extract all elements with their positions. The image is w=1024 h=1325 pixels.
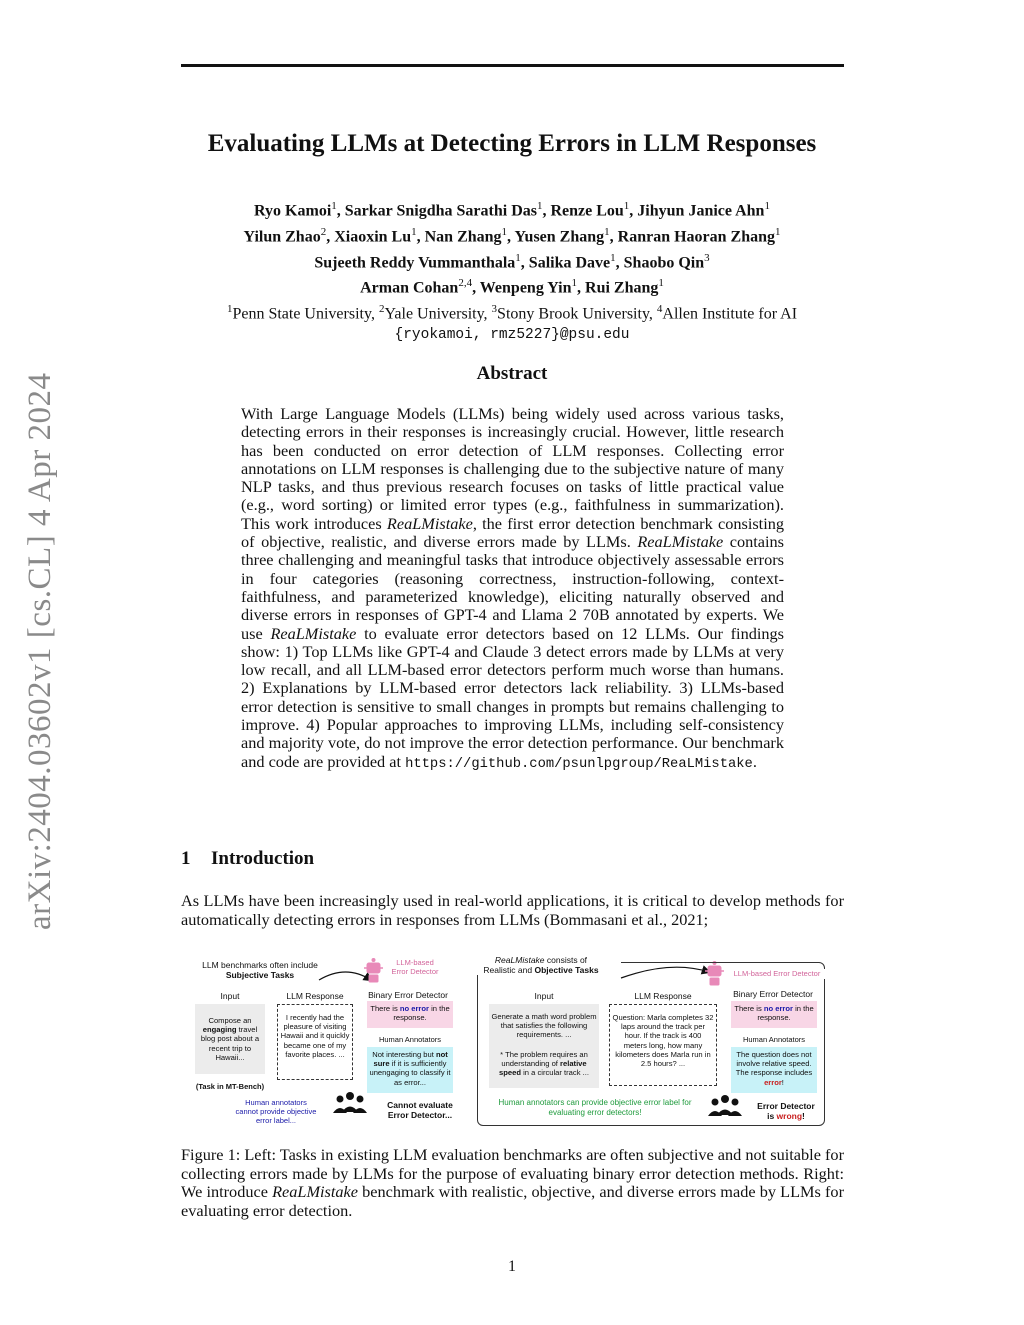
abstract-text: contains three challenging and meaningful tasks that introduce objectively assessable errors in four categories (reasoning correctness, instruction-following, context-faithfulness, and parameterized knowledge), eliciting naturally observed and diverse errors in responses of GPT-4 and Llama 2 70B annotated by experts. We use [241, 532, 785, 643]
abstract-text: . [752, 751, 757, 771]
robot-label-line: Error Detector [391, 967, 439, 976]
affiliation-sup: 4 [656, 303, 663, 316]
abstract-body [241, 405, 784, 774]
robot-label-line: LLM-based [396, 958, 434, 967]
figure-1 [181, 950, 844, 1130]
contact-email[interactable]: {ryokamoi, rmz5227}@psu.edu [394, 327, 630, 344]
figure-caption [181, 1146, 844, 1220]
affiliation: Penn State University, [232, 305, 379, 323]
section-number: 1 [181, 848, 191, 869]
left-detector-box [367, 1001, 453, 1028]
text: in a circular track ... [521, 1068, 589, 1078]
text: Objective Tasks [534, 965, 599, 975]
people-icon [333, 1092, 367, 1113]
author: Yilun Zhao [243, 228, 321, 246]
text: Generate a math word problem that satisfies the following requirements. ... [491, 1012, 597, 1040]
author-sup: 1 [610, 251, 616, 264]
benchmark-name: ReaLMistake [270, 623, 357, 643]
author-sup: 2,4 [458, 277, 473, 290]
right-human-box [731, 1047, 817, 1093]
affiliation-sup: 2 [378, 303, 385, 316]
text: * The problem requires an understanding of [500, 1049, 588, 1068]
text: The question does not involve relative speed. The response includes [735, 1050, 813, 1078]
text: relative speed [499, 1058, 587, 1078]
section-heading [181, 848, 314, 870]
abstract-text: , the first error detection benchmark consisting of objective, realistic, and diverse errors made by LLMs. [241, 513, 785, 552]
left-heading-line: LLM benchmarks often include [202, 960, 318, 970]
affiliation-sup: 1 [226, 303, 233, 316]
author-sup: 1 [515, 251, 521, 264]
right-detector-box [731, 1001, 817, 1028]
robot-icon [364, 959, 383, 983]
benchmark-name: ReaLMistake [637, 532, 724, 552]
author-sup: 3 [704, 251, 710, 264]
text: ! [802, 1111, 805, 1121]
author-sup: 1 [411, 225, 417, 238]
author-sup: 1 [623, 200, 630, 212]
benchmark-name: ReaLMistake [386, 513, 473, 533]
author-sup: 1 [604, 225, 610, 238]
left-task-note: (Task in MT-Bench) [195, 1082, 265, 1091]
text: ! [781, 1077, 784, 1087]
left-input-box [195, 1004, 265, 1074]
cannot-line: Cannot evaluate [387, 1100, 453, 1110]
cannot-line: Error Detector... [387, 1110, 453, 1120]
author-line-4: Arman Cohan$^{2,4}$, Wenpeng Yin$^1$, Rui Zhang$^1$ [360, 277, 664, 297]
intro-paragraph: As LLMs have been increasingly used in real-world applications, it is critical to develop methods for automatically detecting errors in responses from LLMs (Bommasani et al., 2021; [181, 891, 844, 929]
author-sup: 1 [331, 200, 337, 212]
author-sup: 1 [536, 200, 543, 212]
abstract-text: to evaluate error detectors based on 12 LLMs. Our findings show: 1) Top LLMs like GPT-4 and Claude 3 detect errors made by LLMs at very low recall, and all LLM-based error detectors perform much worse than humans. 2) Explanations by LLM-based error detectors lack reliability. 3) LLMs-based error detection is sensitive to small changes in prompts but remains challenging to improve. 4) Popular approaches to improving LLMs, including self-consistency and majority vote, do not improve the error detection performance. Our benchmark and code are provided at [241, 623, 784, 771]
author-block [150, 196, 874, 346]
left-binary-label: Binary Error Detector [368, 990, 448, 1000]
left-response-label: LLM Response [286, 991, 344, 1001]
affiliation-sup: 3 [491, 303, 498, 316]
arrow-icon [319, 972, 371, 980]
abstract-heading: Abstract [476, 363, 548, 384]
right-robot-label: LLM-based Error Detector [727, 969, 827, 979]
right-input-label: Input [534, 991, 554, 1001]
affiliation: Stony Brook University, [497, 305, 657, 323]
right-input-box [489, 1004, 599, 1088]
right-result [747, 1101, 825, 1121]
github-link[interactable]: https://github.com/psunlpgroup/ReaLMistake [405, 756, 753, 772]
text: There is [370, 1004, 400, 1013]
result-line: Error Detector [757, 1101, 815, 1111]
author: Sarkar Snigdha Sarathi Das [344, 202, 537, 220]
author-sup: 1 [501, 225, 508, 238]
author-sup: 1 [571, 277, 578, 290]
text: Not interesting but [372, 1050, 436, 1059]
text: no error [399, 1004, 429, 1013]
caption-text: benchmark with realistic, objective, and diverse errors made by LLMs for evaluating error detection. [181, 1182, 844, 1220]
left-input-label: Input [220, 991, 240, 1001]
author-line-2: Yilun Zhao$^2$, Xiaoxin Lu$^1$, Nan Zhang$^1$, Yusen Zhang$^1$, Ranran Haoran Zhang$^1$ [243, 225, 781, 246]
text: in the response. [757, 1004, 814, 1023]
arxiv-side-label[interactable]: arXiv:2404.03602v1 [cs.CL] 4 Apr 2024 [22, 372, 58, 930]
text: travel blog post about a recent trip to Hawaii... [200, 1025, 260, 1062]
section-title: Introduction [211, 848, 315, 869]
author: Ryo Kamoi [254, 202, 332, 220]
author: Salika Dave [528, 253, 611, 271]
author-sup: 2 [320, 225, 327, 238]
author-line-1: Ryo Kamoi$^1$, Sarkar Snigdha Sarathi Das$^1$, Renze Lou$^1$, Jihyun Janice Ahn$^1$ [254, 200, 770, 220]
text: ReaLMistake [494, 955, 545, 965]
author: Sujeeth Reddy Vummanthala [314, 253, 516, 271]
text: is [767, 1111, 777, 1121]
left-heading [195, 960, 325, 980]
author-sup: 1 [775, 225, 781, 238]
benchmark-name: ReaLMistake [272, 1182, 358, 1201]
affiliation: Allen Institute for AI [662, 305, 798, 323]
right-response-label: LLM Response [634, 991, 692, 1001]
author: Wenpeng Yin [479, 279, 572, 297]
left-human-label: Human Annotators [378, 1035, 442, 1044]
author: Shaobo Qin [623, 253, 705, 271]
right-response-box: Question: Marla completes 32 laps around the track per hour. If the track is 400 meters long, how many kilometers does Marla run in 2.5 hours? ... [609, 1004, 717, 1086]
text: Compose an [208, 1016, 252, 1025]
author: Jihyun Janice Ahn [637, 202, 765, 220]
left-robot-label [385, 958, 445, 976]
left-cannot-evaluate [375, 1100, 465, 1120]
text: consists of [544, 955, 588, 965]
affiliations [150, 299, 874, 325]
text: There is [734, 1004, 764, 1013]
top-rule [181, 64, 844, 67]
author: Yusen Zhang [514, 228, 605, 246]
author-line-3: Sujeeth Reddy Vummanthala$^1$, Salika Dave$^1$, Shaobo Qin$^3$ [314, 251, 710, 271]
author: Rui Zhang [585, 279, 659, 297]
text: not sure [373, 1050, 448, 1069]
left-heading-line: Subjective Tasks [225, 970, 295, 980]
text: error [764, 1077, 782, 1087]
author: Xiaoxin Lu [334, 228, 412, 246]
left-annotators-note: Human annotators cannot provide objective error label... [235, 1098, 317, 1125]
right-heading [461, 955, 621, 975]
left-human-box [367, 1047, 453, 1093]
author: Arman Cohan [360, 279, 459, 297]
paper-title: Evaluating LLMs at Detecting Errors in LLM Responses [207, 130, 817, 157]
text: wrong [776, 1111, 803, 1121]
abstract-text: With Large Language Models (LLMs) being widely used across various tasks, detecting errors in their responses is increasingly crucial. However, little research has been conducted on error detection of LLM responses. Collecting error annotations on LLM responses is challenging due to the subjective nature of many NLP tasks, and thus previous research focuses on tasks of little practical value (e.g., word sorting) or limited error types (e.g., faithfulness in summarization). This work introduces [241, 404, 784, 533]
left-response-box: I recently had the pleasure of visiting Hawaii and it quickly became one of my favorite places. ... [277, 1004, 353, 1080]
author-sup: 1 [764, 200, 770, 212]
right-binary-label: Binary Error Detector [733, 989, 813, 999]
text: in the response. [393, 1004, 450, 1023]
author: Ranran Haoran Zhang [617, 228, 776, 246]
author-sup: 1 [658, 277, 664, 290]
text: engaging [202, 1025, 237, 1035]
text: Realistic and [483, 965, 535, 975]
caption-text: Figure 1: Left: Tasks in existing LLM evaluation benchmarks are often subjective and not suitable for collecting errors made by LLMs for the purpose of evaluating binary error detection methods. Right: We introduce [181, 1145, 844, 1201]
text: no error [763, 1004, 793, 1013]
author: Renze Lou [550, 202, 624, 220]
author: Nan Zhang [424, 228, 502, 246]
page-number: 1 [508, 1258, 516, 1275]
affiliation: Yale University, [384, 305, 492, 323]
right-human-label: Human Annotators [742, 1035, 806, 1044]
right-green-note: Human annotators can provide objective error label for evaluating error detectors! [498, 1098, 692, 1117]
text: if it is sufficiently unengaging to classify it as error... [369, 1059, 451, 1087]
